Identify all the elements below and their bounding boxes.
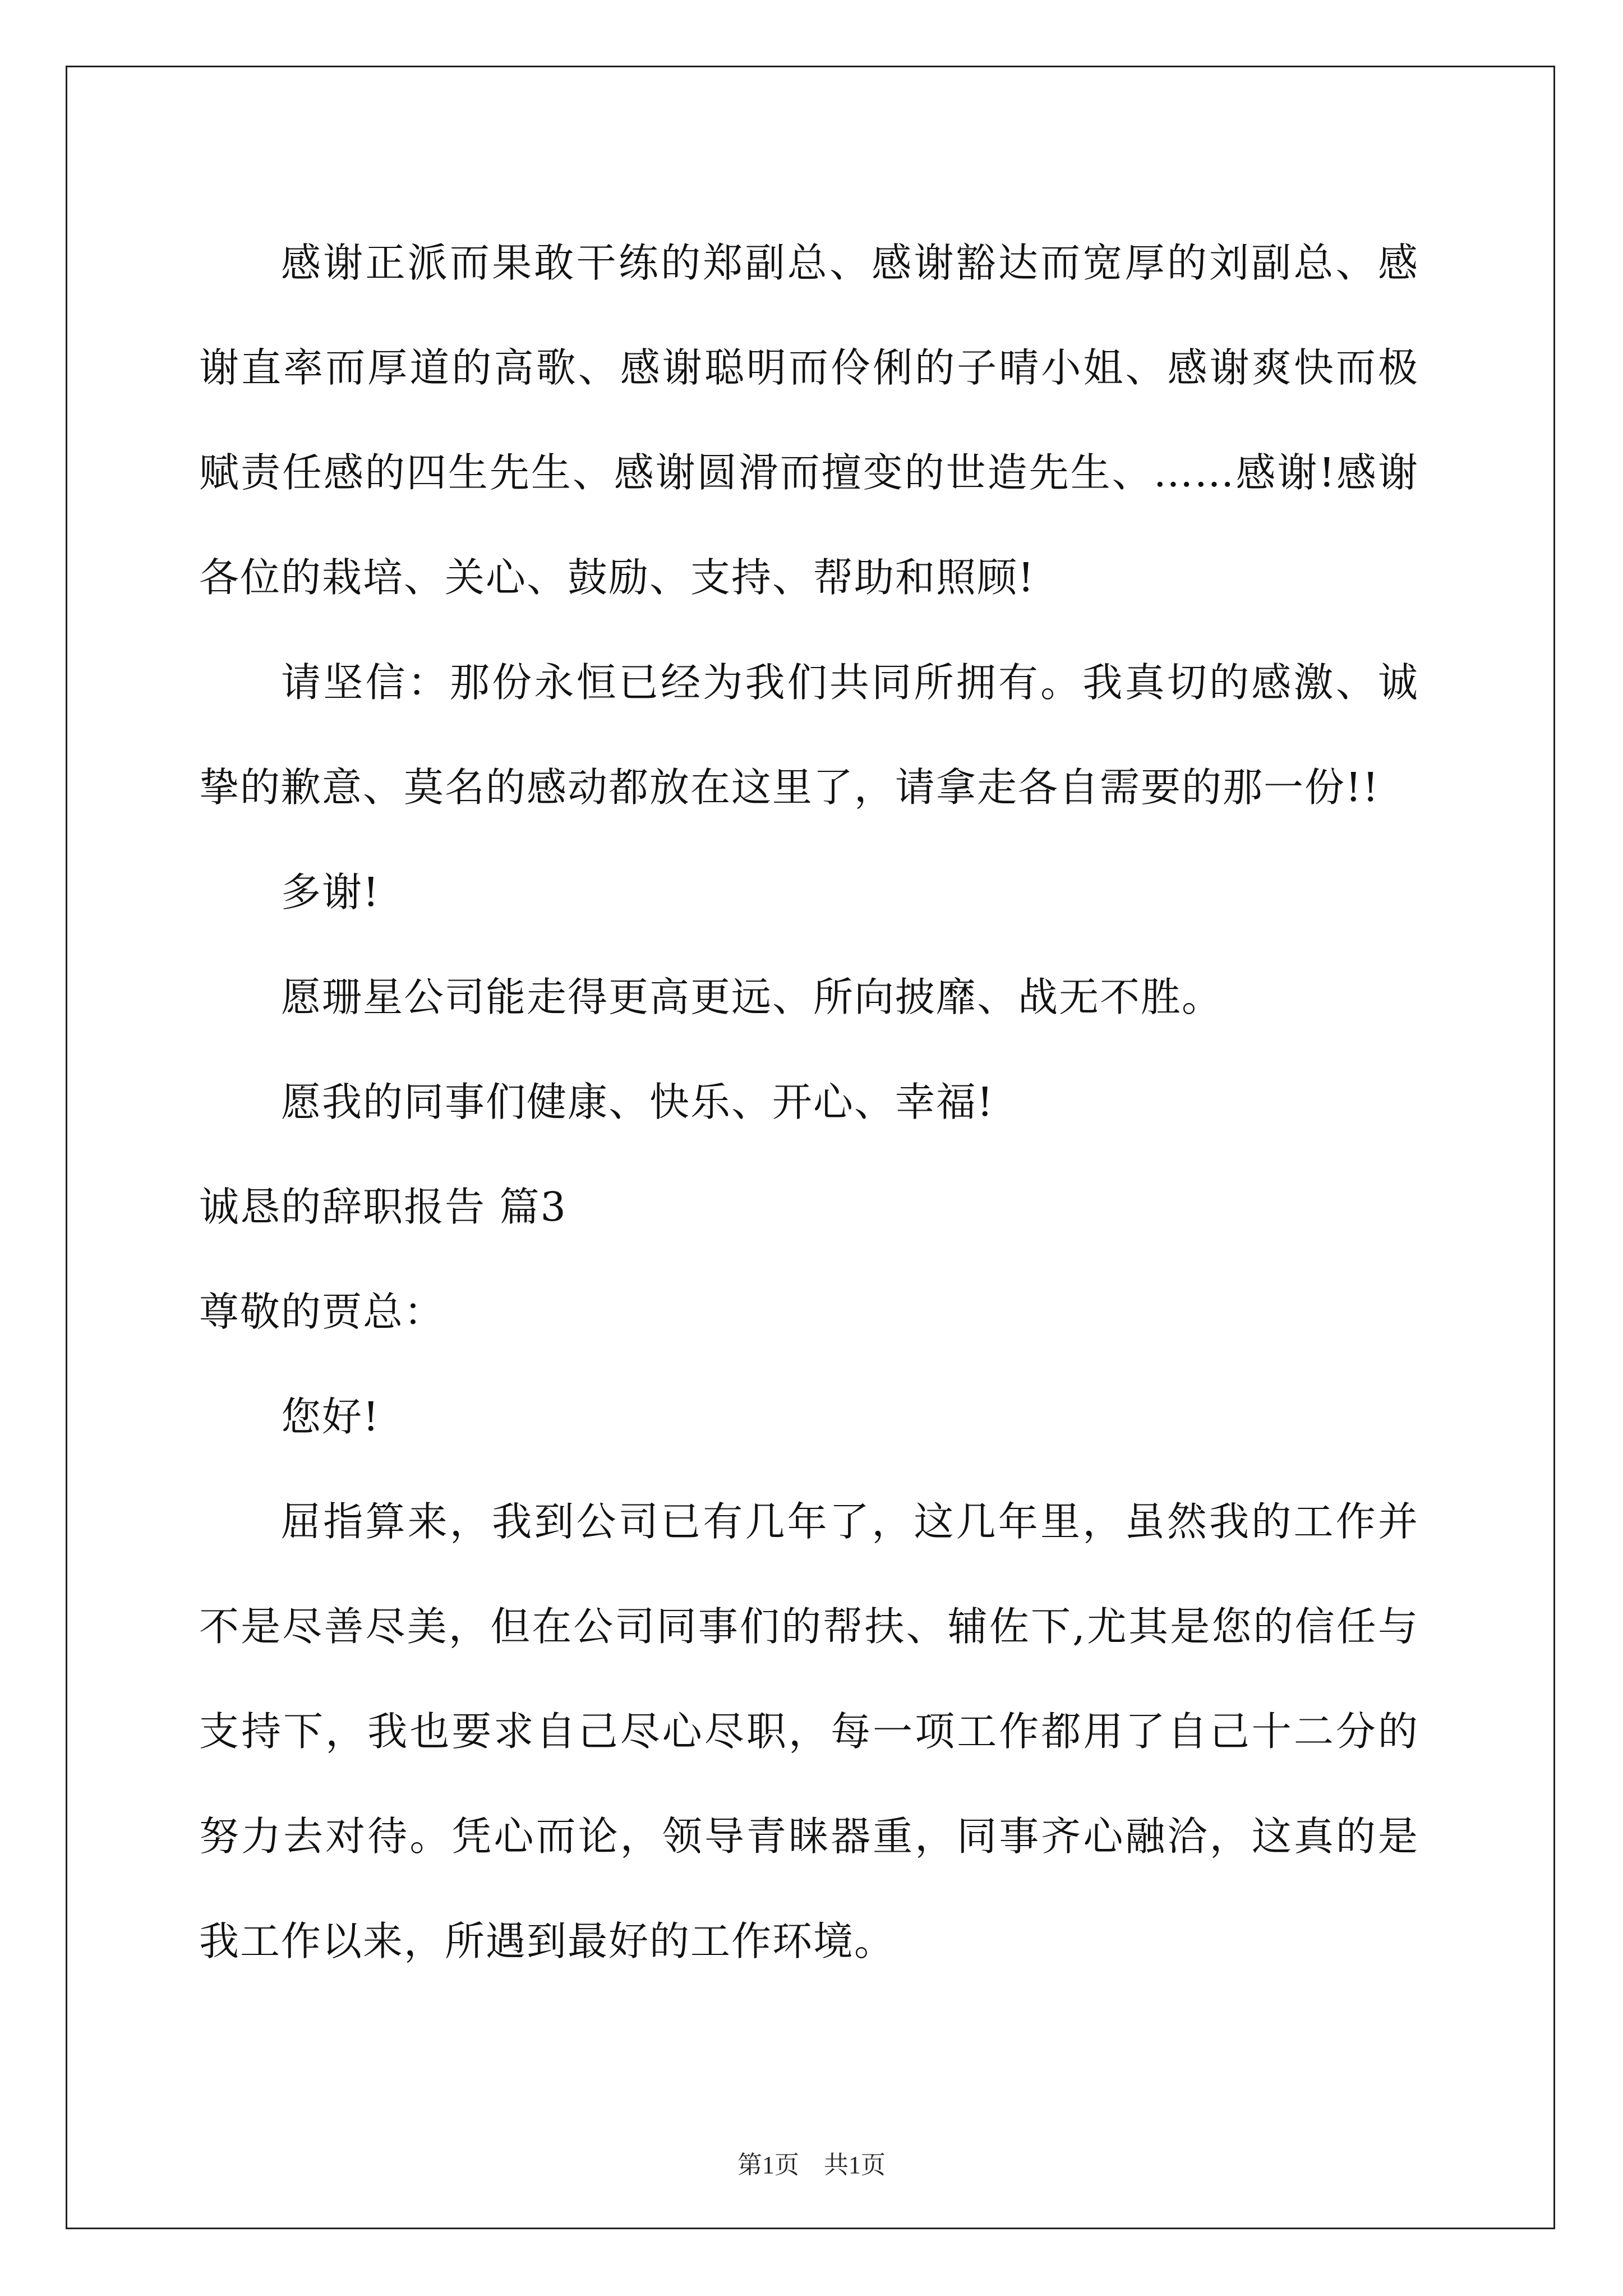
- salutation: 尊敬的贾总：: [199, 1289, 445, 1335]
- page-footer: 第1页 共1页: [737, 2151, 886, 2179]
- document-body: [199, 210, 1419, 1994]
- paragraph-many-thanks: 多谢!: [281, 869, 380, 915]
- paragraph-reflection: 屈指算来，我到公司已有几年了，这几年里，虽然我的工作并不是尽善尽美，但在公司同事们的帮扶、辅佐下,尤其是您的信任与支持下，我也要求自己尽心尽职，每一项工作都用了自己十二分的努力去对待。凭心而论，领导青睐器重，同事齐心融洽，这真的是我工作以来，所遇到最好的工作环境。: [199, 1498, 1419, 1964]
- greeting: 您好!: [281, 1393, 380, 1440]
- paragraph-company-wish: 愿珊星公司能走得更高更远、所向披靡、战无不胜。: [281, 974, 1223, 1020]
- section-heading: 诚恳的辞职报告 篇3: [199, 1184, 567, 1230]
- paragraph-colleagues-wish: 愿我的同事们健康、快乐、开心、幸福!: [281, 1079, 994, 1125]
- paragraph-believe: 请坚信：那份永恒已经为我们共同所拥有。我真切的感激、诚挚的歉意、莫名的感动都放在这里了，请拿走各自需要的那一份!!: [199, 659, 1419, 811]
- paragraph-thanks: 感谢正派而果敢干练的郑副总、感谢豁达而宽厚的刘副总、感谢直率而厚道的高歌、感谢聪明而伶俐的子晴小姐、感谢爽快而极赋责任感的四生先生、感谢圆滑而擅变的世造先生、……感谢!感谢各位的栽培、关心、鼓励、支持、帮助和照顾!: [199, 240, 1419, 601]
